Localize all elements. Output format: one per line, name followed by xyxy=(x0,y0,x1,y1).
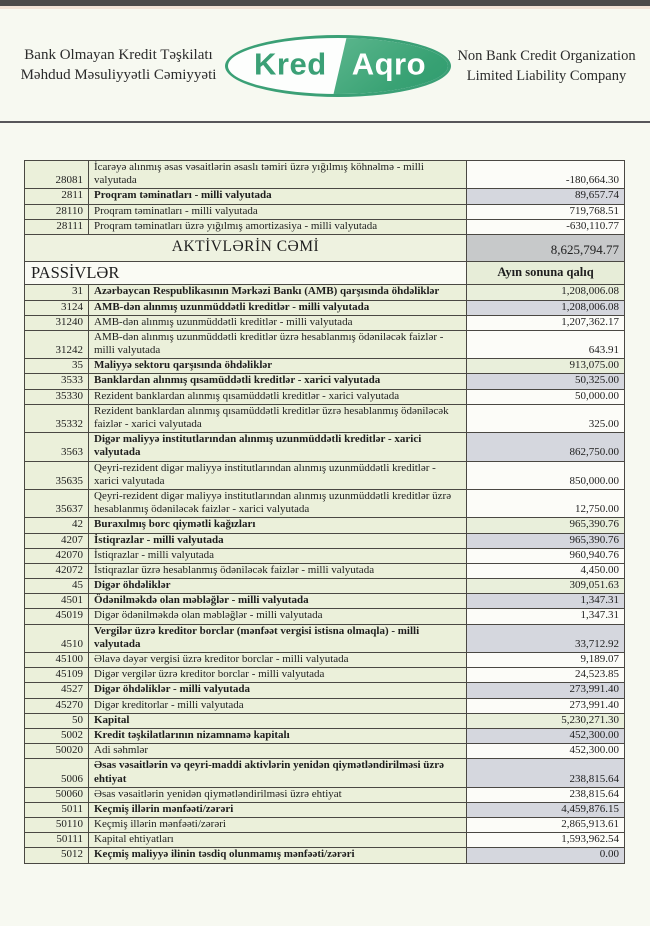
table-row xyxy=(25,818,625,833)
table-row xyxy=(25,285,625,300)
account-label: Kapital xyxy=(89,713,467,728)
table-row xyxy=(25,563,625,578)
account-number: 3124 xyxy=(25,300,89,315)
account-label: Azərbaycan Respublikasının Mərkəzi Bankı (AMB) qarşısında öhdəliklər xyxy=(89,285,467,300)
account-number: 42072 xyxy=(25,563,89,578)
assets-total-label: AKTİVLƏRİN CƏMİ xyxy=(25,234,467,261)
account-label: Digər maliyyə institutlarından alınmış uzunmüddətli kreditlər - xarici valyutada xyxy=(89,433,467,461)
table-row xyxy=(25,728,625,743)
account-number: 3563 xyxy=(25,433,89,461)
account-value: 1,207,362.17 xyxy=(467,315,625,330)
account-number: 45100 xyxy=(25,653,89,668)
org-name-en-line1: Non Bank Credit Organization xyxy=(457,48,636,64)
account-label: AMB-dən alınmış uzunmüddətli kreditlər - milli valyutada xyxy=(89,315,467,330)
account-value: 0.00 xyxy=(467,848,625,863)
account-label: İstiqrazlar - milli valyutada xyxy=(89,548,467,563)
account-label: İcarəyə alınmış əsas vəsaitlərin əsaslı təmiri üzrə yığılmış köhnəlmə - milli valyutada xyxy=(89,161,467,189)
table-row xyxy=(25,744,625,759)
table-row xyxy=(25,359,625,374)
table-row xyxy=(25,189,625,204)
account-label: Digər ödənilməkdə olan məbləğlər - milli valyutada xyxy=(89,609,467,624)
table-row xyxy=(25,653,625,668)
account-number: 45 xyxy=(25,579,89,594)
account-number: 5011 xyxy=(25,802,89,817)
account-number: 45019 xyxy=(25,609,89,624)
account-value: 643.91 xyxy=(467,330,625,358)
account-number: 28110 xyxy=(25,204,89,219)
account-value: 50,000.00 xyxy=(467,389,625,404)
account-number: 5012 xyxy=(25,848,89,863)
account-value: 960,940.76 xyxy=(467,548,625,563)
account-number: 42070 xyxy=(25,548,89,563)
account-value: 89,657.74 xyxy=(467,189,625,204)
account-label: Maliyyə sektoru qarşısında öhdəliklər xyxy=(89,359,467,374)
account-label: Digər kreditorlar - milli valyutada xyxy=(89,698,467,713)
account-number: 5002 xyxy=(25,728,89,743)
account-number: 50111 xyxy=(25,833,89,848)
account-number: 31 xyxy=(25,285,89,300)
account-value: 5,230,271.30 xyxy=(467,713,625,728)
table-row xyxy=(25,848,625,863)
logo-text-kred: Kred xyxy=(254,46,327,82)
table-row xyxy=(25,518,625,533)
account-number: 4207 xyxy=(25,533,89,548)
table-row xyxy=(25,161,625,189)
account-label: Vergilər üzrə kreditor borclar (mənfəət vergisi istisna olmaqla) - milli valyutada xyxy=(89,624,467,652)
account-value: 4,459,876.15 xyxy=(467,802,625,817)
account-value: 862,750.00 xyxy=(467,433,625,461)
account-number: 31240 xyxy=(25,315,89,330)
letterhead xyxy=(0,9,650,113)
account-value: 325.00 xyxy=(467,404,625,432)
account-number: 3533 xyxy=(25,374,89,389)
account-value: 1,208,006.08 xyxy=(467,300,625,315)
passives-section-title: PASSİVLƏR xyxy=(25,261,467,285)
account-number: 28111 xyxy=(25,219,89,234)
account-label: Digər öhdəliklər - milli valyutada xyxy=(89,683,467,698)
table-row xyxy=(25,461,625,489)
account-number: 35637 xyxy=(25,489,89,517)
account-number: 5006 xyxy=(25,759,89,787)
account-value: 273,991.40 xyxy=(467,683,625,698)
account-number: 42 xyxy=(25,518,89,533)
table-row xyxy=(25,802,625,817)
month-end-balance-column-header: Ayın sonuna qalıq xyxy=(467,261,625,285)
account-number: 4527 xyxy=(25,683,89,698)
account-value: 965,390.76 xyxy=(467,533,625,548)
account-number: 4510 xyxy=(25,624,89,652)
account-label: Digər vergilər üzrə kreditor borclar - milli valyutada xyxy=(89,668,467,683)
account-value: 238,815.64 xyxy=(467,759,625,787)
account-value: 913,075.00 xyxy=(467,359,625,374)
table-row xyxy=(25,698,625,713)
account-label: Proqram təminatları üzrə yığılmış amortizasiya - milli valyutada xyxy=(89,219,467,234)
account-label: Qeyri-rezident digər maliyyə institutlarından alınmış uzunmüddətli kreditlər üzrə hesablanmış ödəniləcək faizlər - xarici valyutada xyxy=(89,489,467,517)
account-label: Buraxılmış borc qiymətli kağızları xyxy=(89,518,467,533)
account-value: 1,593,962.54 xyxy=(467,833,625,848)
table-row xyxy=(25,533,625,548)
table-row xyxy=(25,668,625,683)
account-label: Rezident banklardan alınmış qısamüddətli kreditlər üzrə hesablanmış ödəniləcək faizlər - xarici valyutada xyxy=(89,404,467,432)
account-label: Keçmiş illərin mənfəəti/zərəri xyxy=(89,802,467,817)
account-value: 12,750.00 xyxy=(467,489,625,517)
account-label: Proqram təminatları - milli valyutada xyxy=(89,204,467,219)
account-label: AMB-dən alınmış uzunmüddətli kreditlər üzrə hesablanmış ödəniləcək faizlər - milli valyutada xyxy=(89,330,467,358)
account-value: -630,110.77 xyxy=(467,219,625,234)
account-value: 965,390.76 xyxy=(467,518,625,533)
account-number: 4501 xyxy=(25,594,89,609)
account-value: 273,991.40 xyxy=(467,698,625,713)
account-number: 50020 xyxy=(25,744,89,759)
table-row xyxy=(25,579,625,594)
account-number: 35 xyxy=(25,359,89,374)
account-value: 4,450.00 xyxy=(467,563,625,578)
account-label: Adi səhmlər xyxy=(89,744,467,759)
account-number: 50 xyxy=(25,713,89,728)
org-name-azerbaijani xyxy=(12,46,225,86)
account-number: 35332 xyxy=(25,404,89,432)
passives-section-row xyxy=(25,261,625,285)
account-value: 309,051.63 xyxy=(467,579,625,594)
totals-and-section xyxy=(25,234,625,284)
assets-rows xyxy=(25,161,625,235)
account-value: 452,300.00 xyxy=(467,728,625,743)
org-name-az-line2: Məhdud Məsuliyyətli Cəmiyyəti xyxy=(20,67,217,83)
account-label: Banklardan alınmış qısamüddətli kreditlər - xarici valyutada xyxy=(89,374,467,389)
account-value: 719,768.51 xyxy=(467,204,625,219)
org-name-english xyxy=(451,46,642,86)
table-row xyxy=(25,433,625,461)
account-value: 1,347.31 xyxy=(467,594,625,609)
table-row xyxy=(25,389,625,404)
account-value: 33,712.92 xyxy=(467,624,625,652)
account-label: AMB-dən alınmış uzunmüddətli kreditlər - milli valyutada xyxy=(89,300,467,315)
letterhead-divider xyxy=(0,121,650,123)
balance-sheet-table xyxy=(24,160,625,864)
table-row xyxy=(25,683,625,698)
account-number: 50060 xyxy=(25,787,89,802)
account-number: 50110 xyxy=(25,818,89,833)
assets-total-row xyxy=(25,234,625,261)
account-value: -180,664.30 xyxy=(467,161,625,189)
account-label: Əlavə dəyər vergisi üzrə kreditor borclar - milli valyutada xyxy=(89,653,467,668)
account-label: Kredit təşkilatlarının nizamnamə kapitalı xyxy=(89,728,467,743)
table-row xyxy=(25,609,625,624)
account-label: Əsas vəsaitlərin və qeyri-maddi aktivlərin yenidən qiymətləndirilməsi üzrə ehtiyat xyxy=(89,759,467,787)
account-number: 45109 xyxy=(25,668,89,683)
account-value: 9,189.07 xyxy=(467,653,625,668)
table-row xyxy=(25,315,625,330)
account-label: Qeyri-rezident digər maliyyə institutlarından alınmış uzunmüddətli kreditlər - xarici valyutada xyxy=(89,461,467,489)
account-number: 35635 xyxy=(25,461,89,489)
table-row xyxy=(25,548,625,563)
account-number: 28081 xyxy=(25,161,89,189)
account-label: Digər öhdəliklər xyxy=(89,579,467,594)
account-value: 452,300.00 xyxy=(467,744,625,759)
table-row xyxy=(25,787,625,802)
logo-text-aqro: Aqro xyxy=(351,46,427,82)
table-row xyxy=(25,624,625,652)
account-number: 31242 xyxy=(25,330,89,358)
table-row xyxy=(25,594,625,609)
account-value: 1,208,006.08 xyxy=(467,285,625,300)
account-label: Proqram təminatları - milli valyutada xyxy=(89,189,467,204)
account-label: Kapital ehtiyatları xyxy=(89,833,467,848)
table-row xyxy=(25,330,625,358)
table-row xyxy=(25,204,625,219)
account-number: 2811 xyxy=(25,189,89,204)
passives-rows xyxy=(25,285,625,863)
account-value: 2,865,913.61 xyxy=(467,818,625,833)
account-label: Rezident banklardan alınmış qısamüddətli kreditlər - xarici valyutada xyxy=(89,389,467,404)
table-row xyxy=(25,833,625,848)
account-value: 1,347.31 xyxy=(467,609,625,624)
kredaqro-logo xyxy=(225,35,451,97)
table-row xyxy=(25,489,625,517)
table-row xyxy=(25,219,625,234)
account-label: Keçmiş illərin mənfəəti/zərəri xyxy=(89,818,467,833)
table-row xyxy=(25,759,625,787)
account-number: 45270 xyxy=(25,698,89,713)
table-row xyxy=(25,374,625,389)
org-name-en-line2: Limited Liability Company xyxy=(466,68,627,84)
table-row xyxy=(25,713,625,728)
assets-total-value: 8,625,794.77 xyxy=(467,234,625,261)
account-label: Ödənilməkdə olan məbləğlər - milli valyutada xyxy=(89,594,467,609)
account-label: İstiqrazlar üzrə hesablanmış ödəniləcək faizlər - milli valyutada xyxy=(89,563,467,578)
account-value: 24,523.85 xyxy=(467,668,625,683)
account-value: 850,000.00 xyxy=(467,461,625,489)
account-label: İstiqrazlar - milli valyutada xyxy=(89,533,467,548)
account-value: 50,325.00 xyxy=(467,374,625,389)
account-label: Keçmiş maliyyə ilinin təsdiq olunmamış mənfəəti/zərəri xyxy=(89,848,467,863)
table-row xyxy=(25,404,625,432)
account-label: Əsas vəsaitlərin yenidən qiymətləndirilməsi üzrə ehtiyat xyxy=(89,787,467,802)
org-name-az-line1: Bank Olmayan Kredit Təşkilatı xyxy=(24,47,213,64)
account-value: 238,815.64 xyxy=(467,787,625,802)
table-row xyxy=(25,300,625,315)
account-number: 35330 xyxy=(25,389,89,404)
